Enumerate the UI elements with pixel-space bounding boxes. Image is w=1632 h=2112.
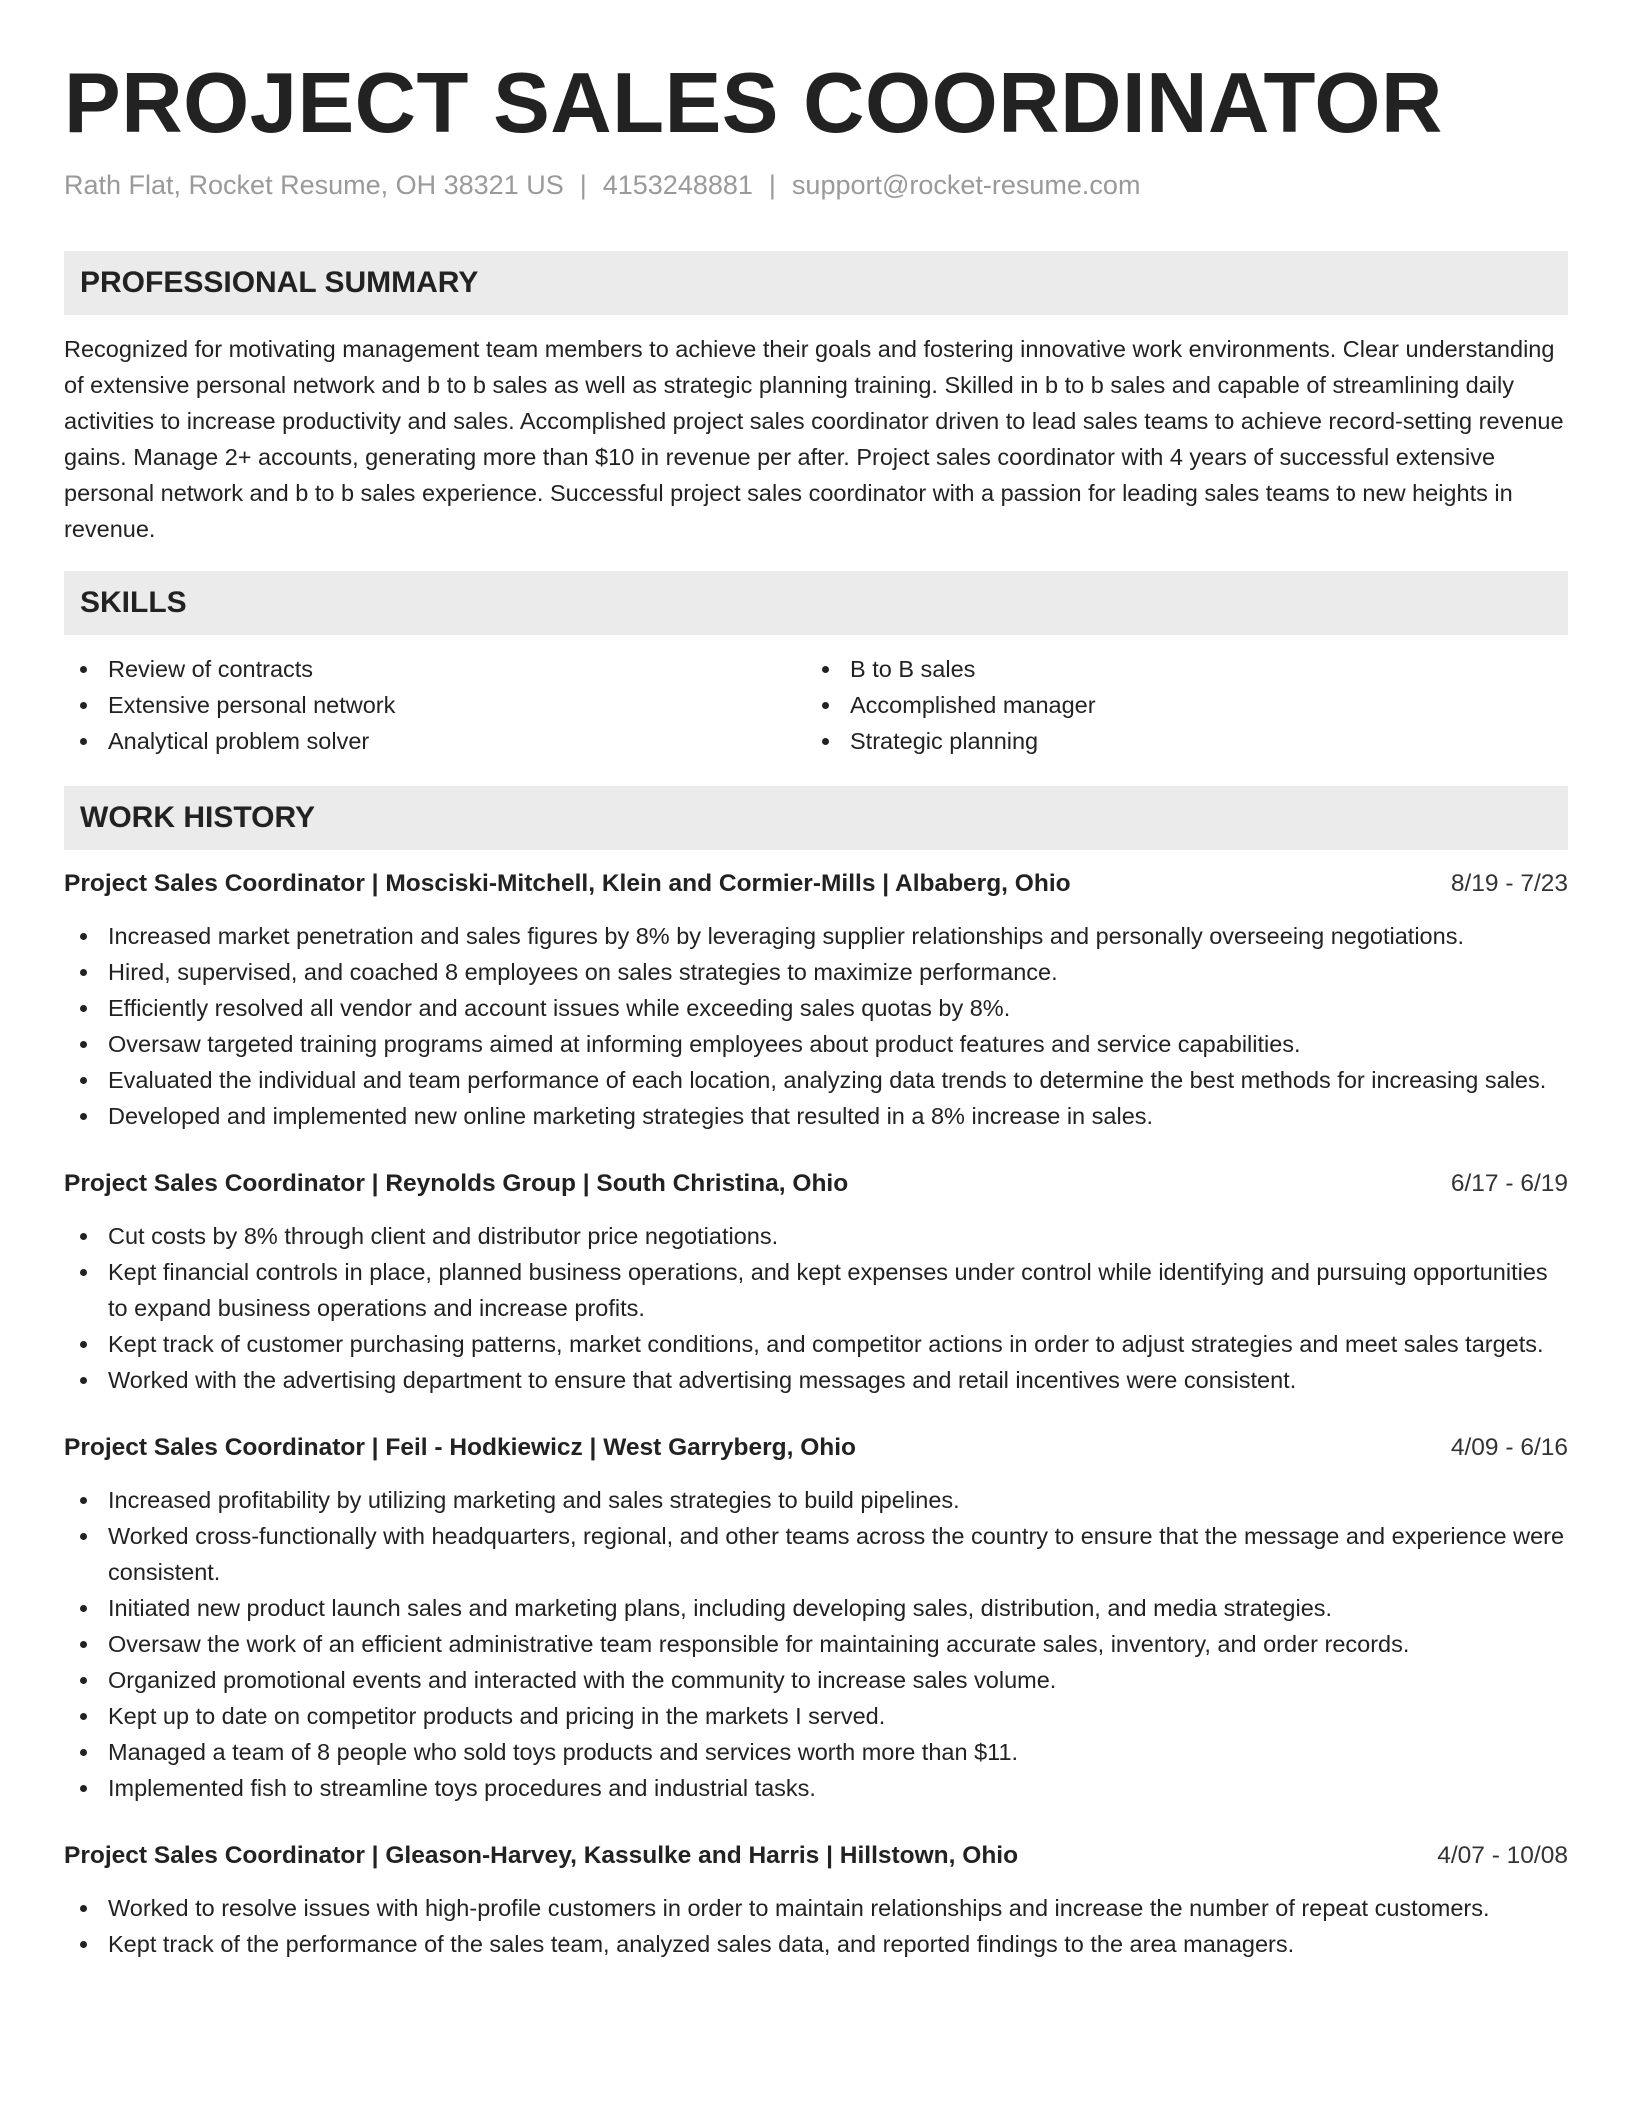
job-bullet: Worked to resolve issues with high-profile customers in order to maintain relationships and increase the number of repeat customers.	[64, 1890, 1568, 1926]
job-title: Project Sales Coordinator | Reynolds Group | South Christina, Ohio	[64, 1170, 849, 1197]
job-bullet: Hired, supervised, and coached 8 employees on sales strategies to maximize performance.	[64, 954, 1568, 990]
job-dates: 4/09 - 6/16	[1450, 1434, 1568, 1461]
job-bullet: Increased profitability by utilizing marketing and sales strategies to build pipelines.	[64, 1482, 1568, 1518]
job-dates: 6/17 - 6/19	[1450, 1170, 1568, 1197]
job-header	[64, 1838, 1568, 1874]
contact-line	[64, 168, 1568, 202]
job-header	[64, 866, 1568, 902]
job-bullet: Increased market penetration and sales figures by 8% by leveraging supplier relationships and personally overseeing negotiations.	[64, 918, 1568, 954]
job-bullet: Managed a team of 8 people who sold toys products and services worth more than $11.	[64, 1734, 1568, 1770]
skill-item: Extensive personal network	[64, 687, 806, 723]
candidate-name: PROJECT SALES COORDINATOR	[64, 56, 1443, 151]
job-bullet: Evaluated the individual and team performance of each location, analyzing data trends to determine the best methods for increasing sales.	[64, 1062, 1568, 1098]
skill-item: Strategic planning	[806, 723, 1548, 759]
job-title: Project Sales Coordinator | Gleason-Harvey, Kassulke and Harris | Hillstown, Ohio	[64, 1842, 1019, 1869]
skills-list	[64, 651, 1568, 759]
contact-separator: |	[768, 170, 776, 200]
job-bullet: Organized promotional events and interacted with the community to increase sales volume.	[64, 1662, 1568, 1698]
work-history-heading: WORK HISTORY	[64, 786, 1568, 850]
job-bullet: Oversaw targeted training programs aimed at informing employees about product features and service capabilities.	[64, 1026, 1568, 1062]
job-bullets	[64, 1218, 1568, 1398]
resume-page	[64, 0, 1568, 2112]
job-bullet: Efficiently resolved all vendor and account issues while exceeding sales quotas by 8%.	[64, 990, 1568, 1026]
contact-phone: 4153248881	[602, 170, 753, 200]
job-entry	[64, 866, 1568, 1134]
skills-heading: SKILLS	[64, 571, 1568, 635]
job-bullet: Worked cross-functionally with headquarters, regional, and other teams across the country to ensure that the message and experience were consistent.	[64, 1518, 1568, 1590]
contact-address: Rath Flat, Rocket Resume, OH 38321 US	[64, 170, 564, 200]
job-title: Project Sales Coordinator | Mosciski-Mitchell, Klein and Cormier-Mills | Albaberg, Ohio	[64, 870, 1071, 897]
skill-item: Review of contracts	[64, 651, 806, 687]
skill-item: Accomplished manager	[806, 687, 1548, 723]
job-bullet: Kept financial controls in place, planned business operations, and kept expenses under control while identifying and pursuing opportunities to expand business operations and increase profits.	[64, 1254, 1568, 1326]
contact-separator: |	[579, 170, 587, 200]
skill-item: Analytical problem solver	[64, 723, 806, 759]
job-header	[64, 1166, 1568, 1202]
job-bullet: Kept track of the performance of the sales team, analyzed sales data, and reported findings to the area managers.	[64, 1926, 1568, 1962]
job-bullet: Implemented fish to streamline toys procedures and industrial tasks.	[64, 1770, 1568, 1806]
job-bullets	[64, 918, 1568, 1134]
skill-item: B to B sales	[806, 651, 1548, 687]
job-bullet: Oversaw the work of an efficient administrative team responsible for maintaining accurate sales, inventory, and order records.	[64, 1626, 1568, 1662]
skills-column-right	[806, 651, 1548, 759]
job-title: Project Sales Coordinator | Feil - Hodkiewicz | West Garryberg, Ohio	[64, 1434, 856, 1461]
summary-heading: PROFESSIONAL SUMMARY	[64, 251, 1568, 315]
job-dates: 8/19 - 7/23	[1450, 870, 1568, 897]
job-dates: 4/07 - 10/08	[1437, 1842, 1568, 1869]
job-bullet: Kept up to date on competitor products and pricing in the markets I served.	[64, 1698, 1568, 1734]
summary-text: Recognized for motivating management team members to achieve their goals and fostering innovative work environments. Clear understanding of extensive personal network and b to b sales as well as strategic planning training. Skilled in b to b sales and capable of streamlining daily activities to increase productivity and sales. Accomplished project sales coordinator driven to lead sales teams to achieve record-setting revenue gains. Manage 2+ accounts, generating more than $10 in revenue per after. Project sales coordinator with 4 years of successful extensive personal network and b to b sales experience. Successful project sales coordinator with a passion for leading sales teams to new heights in revenue.	[64, 336, 1564, 542]
skills-column-left	[64, 651, 806, 759]
contact-email: support@rocket-resume.com	[791, 170, 1141, 200]
job-entry	[64, 1166, 1568, 1398]
job-bullets	[64, 1890, 1568, 1962]
job-entry	[64, 1430, 1568, 1806]
job-bullet: Worked with the advertising department to ensure that advertising messages and retail incentives were consistent.	[64, 1362, 1568, 1398]
job-header	[64, 1430, 1568, 1466]
job-bullet: Cut costs by 8% through client and distributor price negotiations.	[64, 1218, 1568, 1254]
job-entry	[64, 1838, 1568, 1962]
job-bullet: Kept track of customer purchasing patterns, market conditions, and competitor actions in order to adjust strategies and meet sales targets.	[64, 1326, 1568, 1362]
job-bullet: Developed and implemented new online marketing strategies that resulted in a 8% increase in sales.	[64, 1098, 1568, 1134]
job-bullets	[64, 1482, 1568, 1806]
job-bullet: Initiated new product launch sales and marketing plans, including developing sales, distribution, and media strategies.	[64, 1590, 1568, 1626]
